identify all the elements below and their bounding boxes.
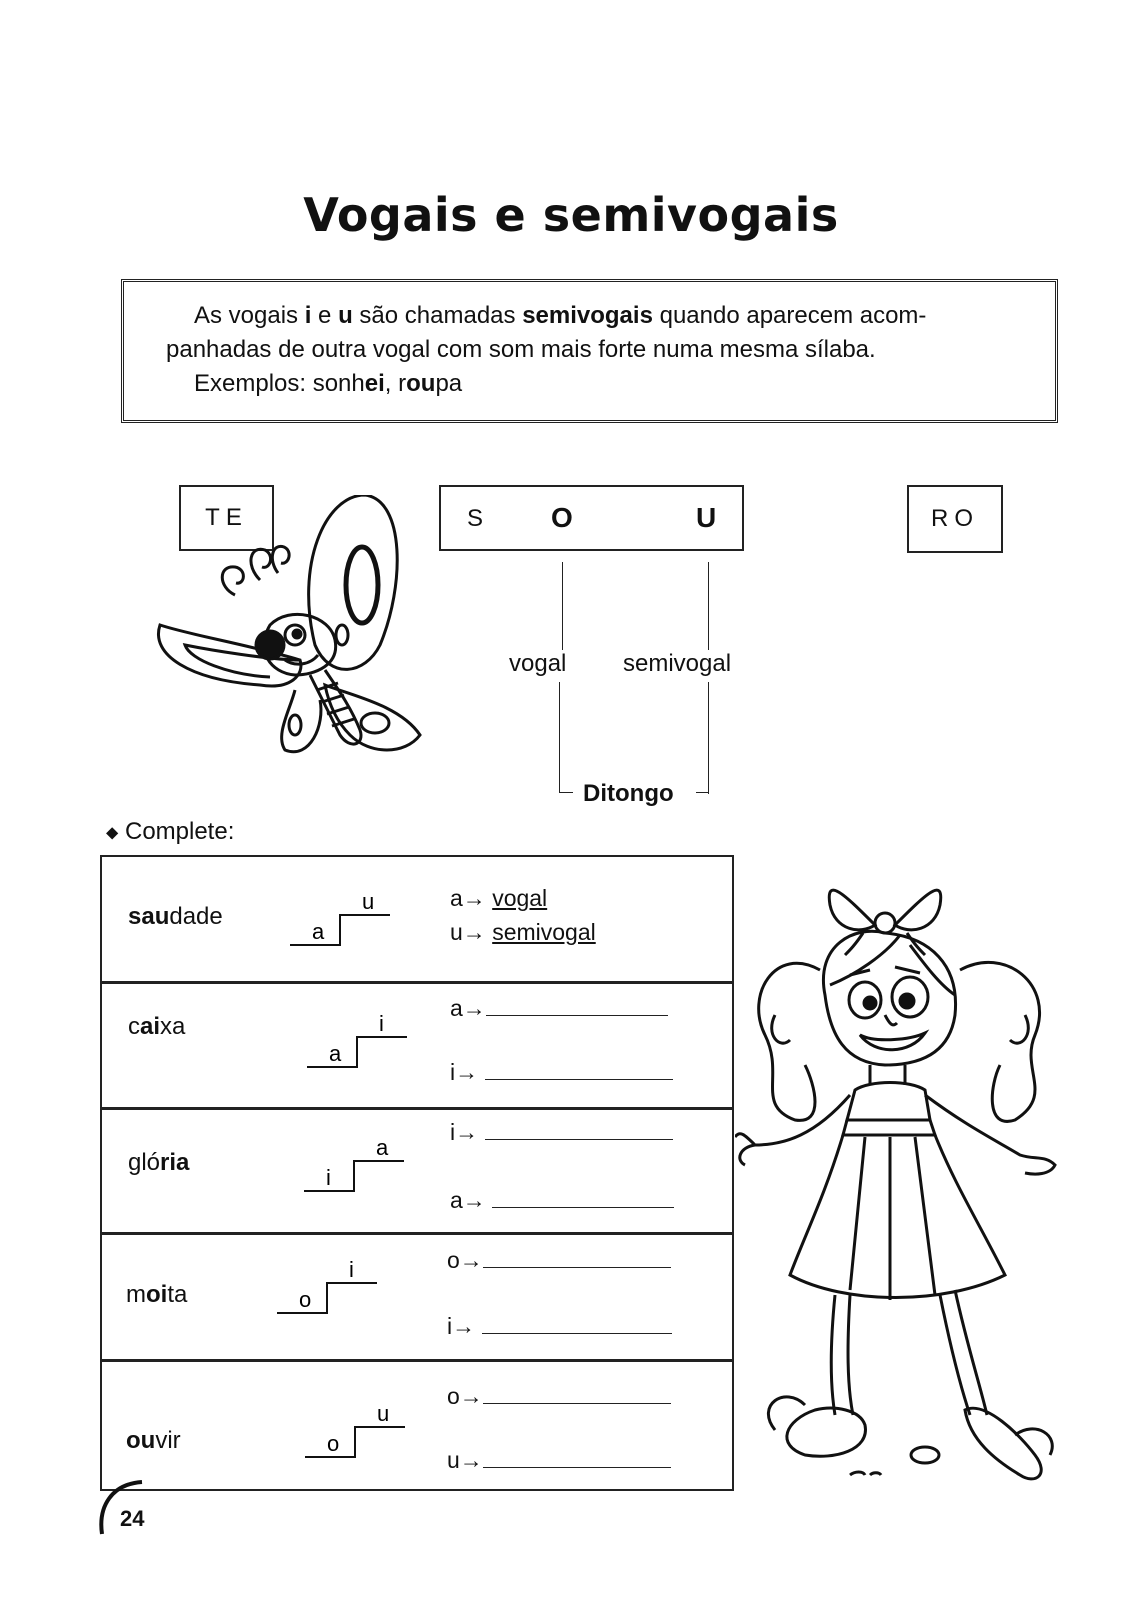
row-divider	[102, 981, 732, 984]
svg-text:a: a	[312, 919, 325, 944]
answer-field-1[interactable]: a→	[450, 995, 668, 1022]
answer-field-2[interactable]: i→	[450, 1059, 673, 1086]
svg-text:a: a	[329, 1041, 342, 1066]
svg-text:a: a	[376, 1135, 389, 1160]
svg-text:i: i	[326, 1165, 331, 1190]
examples-line: Exemplos: sonhei, roupa	[194, 370, 463, 397]
butterfly-illustration	[150, 495, 435, 775]
definition-line-1: As vogais i e u são chamadas semivogais quando aparecem acom-	[194, 302, 927, 329]
svg-text:u: u	[377, 1401, 390, 1426]
word-moita: moita	[126, 1281, 188, 1308]
row-divider	[102, 1232, 732, 1235]
connector-line	[559, 792, 573, 793]
connector-line	[559, 682, 560, 792]
syllable-letter-u: U	[696, 502, 717, 533]
word-ouvir: ouvir	[126, 1427, 181, 1454]
girl-illustration	[735, 875, 1065, 1495]
answer-field-1[interactable]: o→	[447, 1247, 671, 1274]
svg-text:o: o	[299, 1287, 312, 1312]
row-divider	[102, 1107, 732, 1110]
vowel-step-diagram	[290, 875, 400, 947]
definition-line-2: panhadas de outra vogal com som mais forte numa mesma sílaba.	[166, 336, 876, 363]
answer-field-2[interactable]: i→	[447, 1313, 672, 1340]
syllable-box-sou	[439, 485, 744, 551]
syllable-box-ro: RO	[907, 485, 1003, 553]
answer-line-1: a→ vogal	[450, 885, 548, 911]
connector-line	[562, 562, 563, 650]
answer-field-1[interactable]: i→	[450, 1119, 673, 1146]
page-title: Vogais e semivogais	[303, 188, 839, 242]
page-number: 24	[120, 1506, 145, 1531]
vowel-step-diagram	[307, 997, 417, 1069]
vowel-step-diagram	[304, 1121, 414, 1193]
syllable-letter-o: O	[551, 502, 573, 533]
complete-instruction: ◆ Complete:	[106, 818, 235, 845]
word-saudade: saudade	[128, 903, 223, 930]
row-divider	[102, 1359, 732, 1362]
connector-line	[696, 792, 708, 793]
syllable-box-te: TE	[179, 485, 274, 551]
answer-field-2[interactable]: u→	[447, 1447, 671, 1474]
svg-text:u: u	[362, 889, 375, 914]
connector-line	[708, 562, 709, 650]
word-gloria: glória	[128, 1149, 190, 1176]
definition-box	[121, 279, 1058, 423]
label-ditongo: Ditongo	[583, 780, 674, 807]
svg-text:i: i	[349, 1257, 354, 1282]
answer-field-2[interactable]: a→	[450, 1187, 674, 1214]
answer-field-1[interactable]: o→	[447, 1383, 671, 1410]
bullet-icon: ◆	[106, 824, 119, 842]
answer-line-2: u→ semivogal	[450, 919, 596, 945]
vowel-step-diagram	[277, 1243, 387, 1315]
label-semivogal: semivogal	[623, 650, 732, 677]
connector-line	[708, 682, 709, 794]
vowel-step-diagram	[305, 1387, 415, 1459]
label-vogal: vogal	[509, 650, 567, 677]
svg-text:o: o	[327, 1431, 340, 1456]
exercise-table	[100, 855, 734, 1491]
svg-text:i: i	[379, 1011, 384, 1036]
syllable-letter-s: S	[467, 505, 484, 532]
word-caixa: caixa	[128, 1013, 186, 1040]
